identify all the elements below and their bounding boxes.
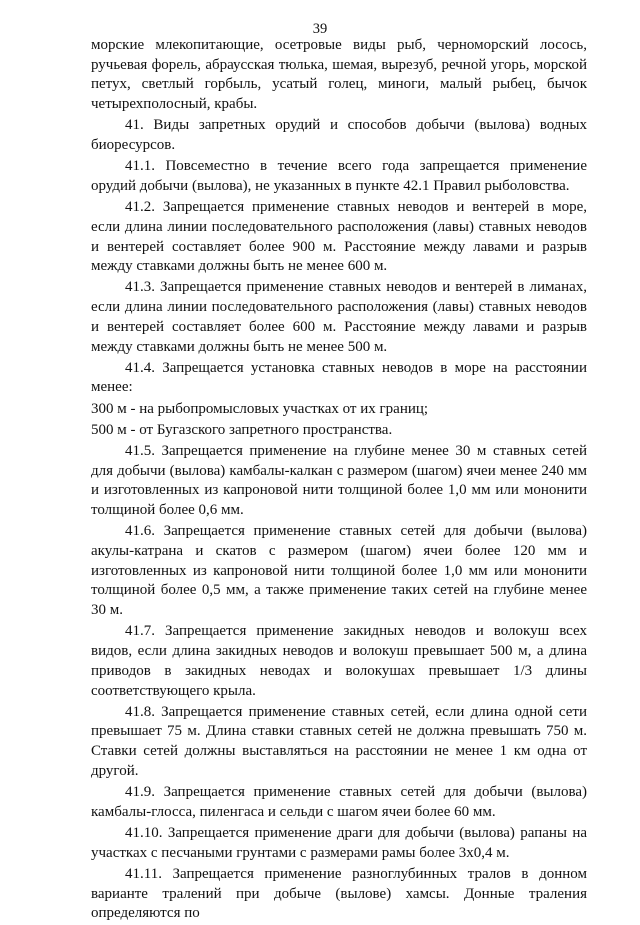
paragraph-41-7: 41.7. Запрещается применение закидных неводов и волокуш всех видов, если длина закидных неводов и волокуш превышает 500 м, а длина приводов в закидных неводах и волокушах превышает 1/3 длины соответствующего крыла. [91,623,587,699]
paragraph-41-4-item-2: 500 м - от Бугазского запретного пространства. [91,421,393,438]
paragraph-41: 41. Виды запретных орудий и способов добычи (вылова) водных биоресурсов. [91,117,587,154]
paragraph-41-6: 41.6. Запрещается применение ставных сетей для добычи (вылова) акулы-катрана и скатов с размером (шагом) ячеи более 120 мм и изготовленных из капроновой нити толщиной более 1,0 мм или мононити толщиной более 0,5 мм, а также применение таких сетей на глубине менее 30 м. [91,523,587,619]
paragraph-41-8: 41.8. Запрещается применение ставных сетей, если длина одной сети превышает 75 м. Длина ставки ставных сетей не должна превышать 750 м. Ставки сетей должны выставляться на расстоянии не менее 1 км одна от другой. [91,703,587,779]
paragraph-41-5: 41.5. Запрещается применение на глубине менее 30 м ставных сетей для добычи (вылова) камбалы-калкан с размером (шагом) ячеи менее 240 мм и изготовленных из капроновой нити толщиной более 1,0 мм или мононити толщиной более 0,6 мм. [91,443,587,519]
paragraph-41-9: 41.9. Запрещается применение ставных сетей для добычи (вылова) камбалы-глосса, пиленгаса и сельди с шагом ячеи более 60 мм. [91,784,587,820]
paragraph-41-1: 41.1. Повсеместно в течение всего года запрещается применение орудий добычи (вылова), не указанных в пункте 42.1 Правил рыболовства. [91,158,587,194]
paragraph-41-4-item-1: 300 м - на рыбопромысловых участках от их границ; [91,400,429,417]
paragraph-continuation: морские млекопитающие, осетровые виды рыб, черноморский лосось, ручьевая форель, абраусская тюлька, шемая, вырезуб, речной угорь, морской петух, светлый горбыль, усатый голец, миноги, малый рыбец, бычок четырехполосный, крабы. [91,37,587,113]
page-number: 39 [312,21,328,37]
paragraph-41-2: 41.2. Запрещается применение ставных неводов и вентерей в море, если длина линии последовательного расположения (лавы) ставных неводов и вентерей составляет более 900 м. Расстояние между лавами и разрыв между ставками должны быть не менее 600 м. [91,199,587,275]
paragraph-41-10: 41.10. Запрещается применение драги для добычи (вылова) рапаны на участках с песчаными грунтами с размерами рамы более 3х0,4 м. [91,824,587,861]
paragraph-41-3: 41.3. Запрещается применение ставных неводов и вентерей в лиманах, если длина линии последовательного расположения (лавы) ставных неводов и вентерей составляет более 600 м. Расстояние между лавами и разрыв между ставками должны быть не менее 500 м. [91,279,587,355]
document-body [91,36,587,925]
paragraph-41-4: 41.4. Запрещается установка ставных неводов в море на расстоянии менее: [91,359,587,396]
paragraph-41-11: 41.11. Запрещается применение разноглубинных тралов в донном варианте тралений при добыче (вылове) хамсы. Донные траления определяются по [91,865,587,922]
